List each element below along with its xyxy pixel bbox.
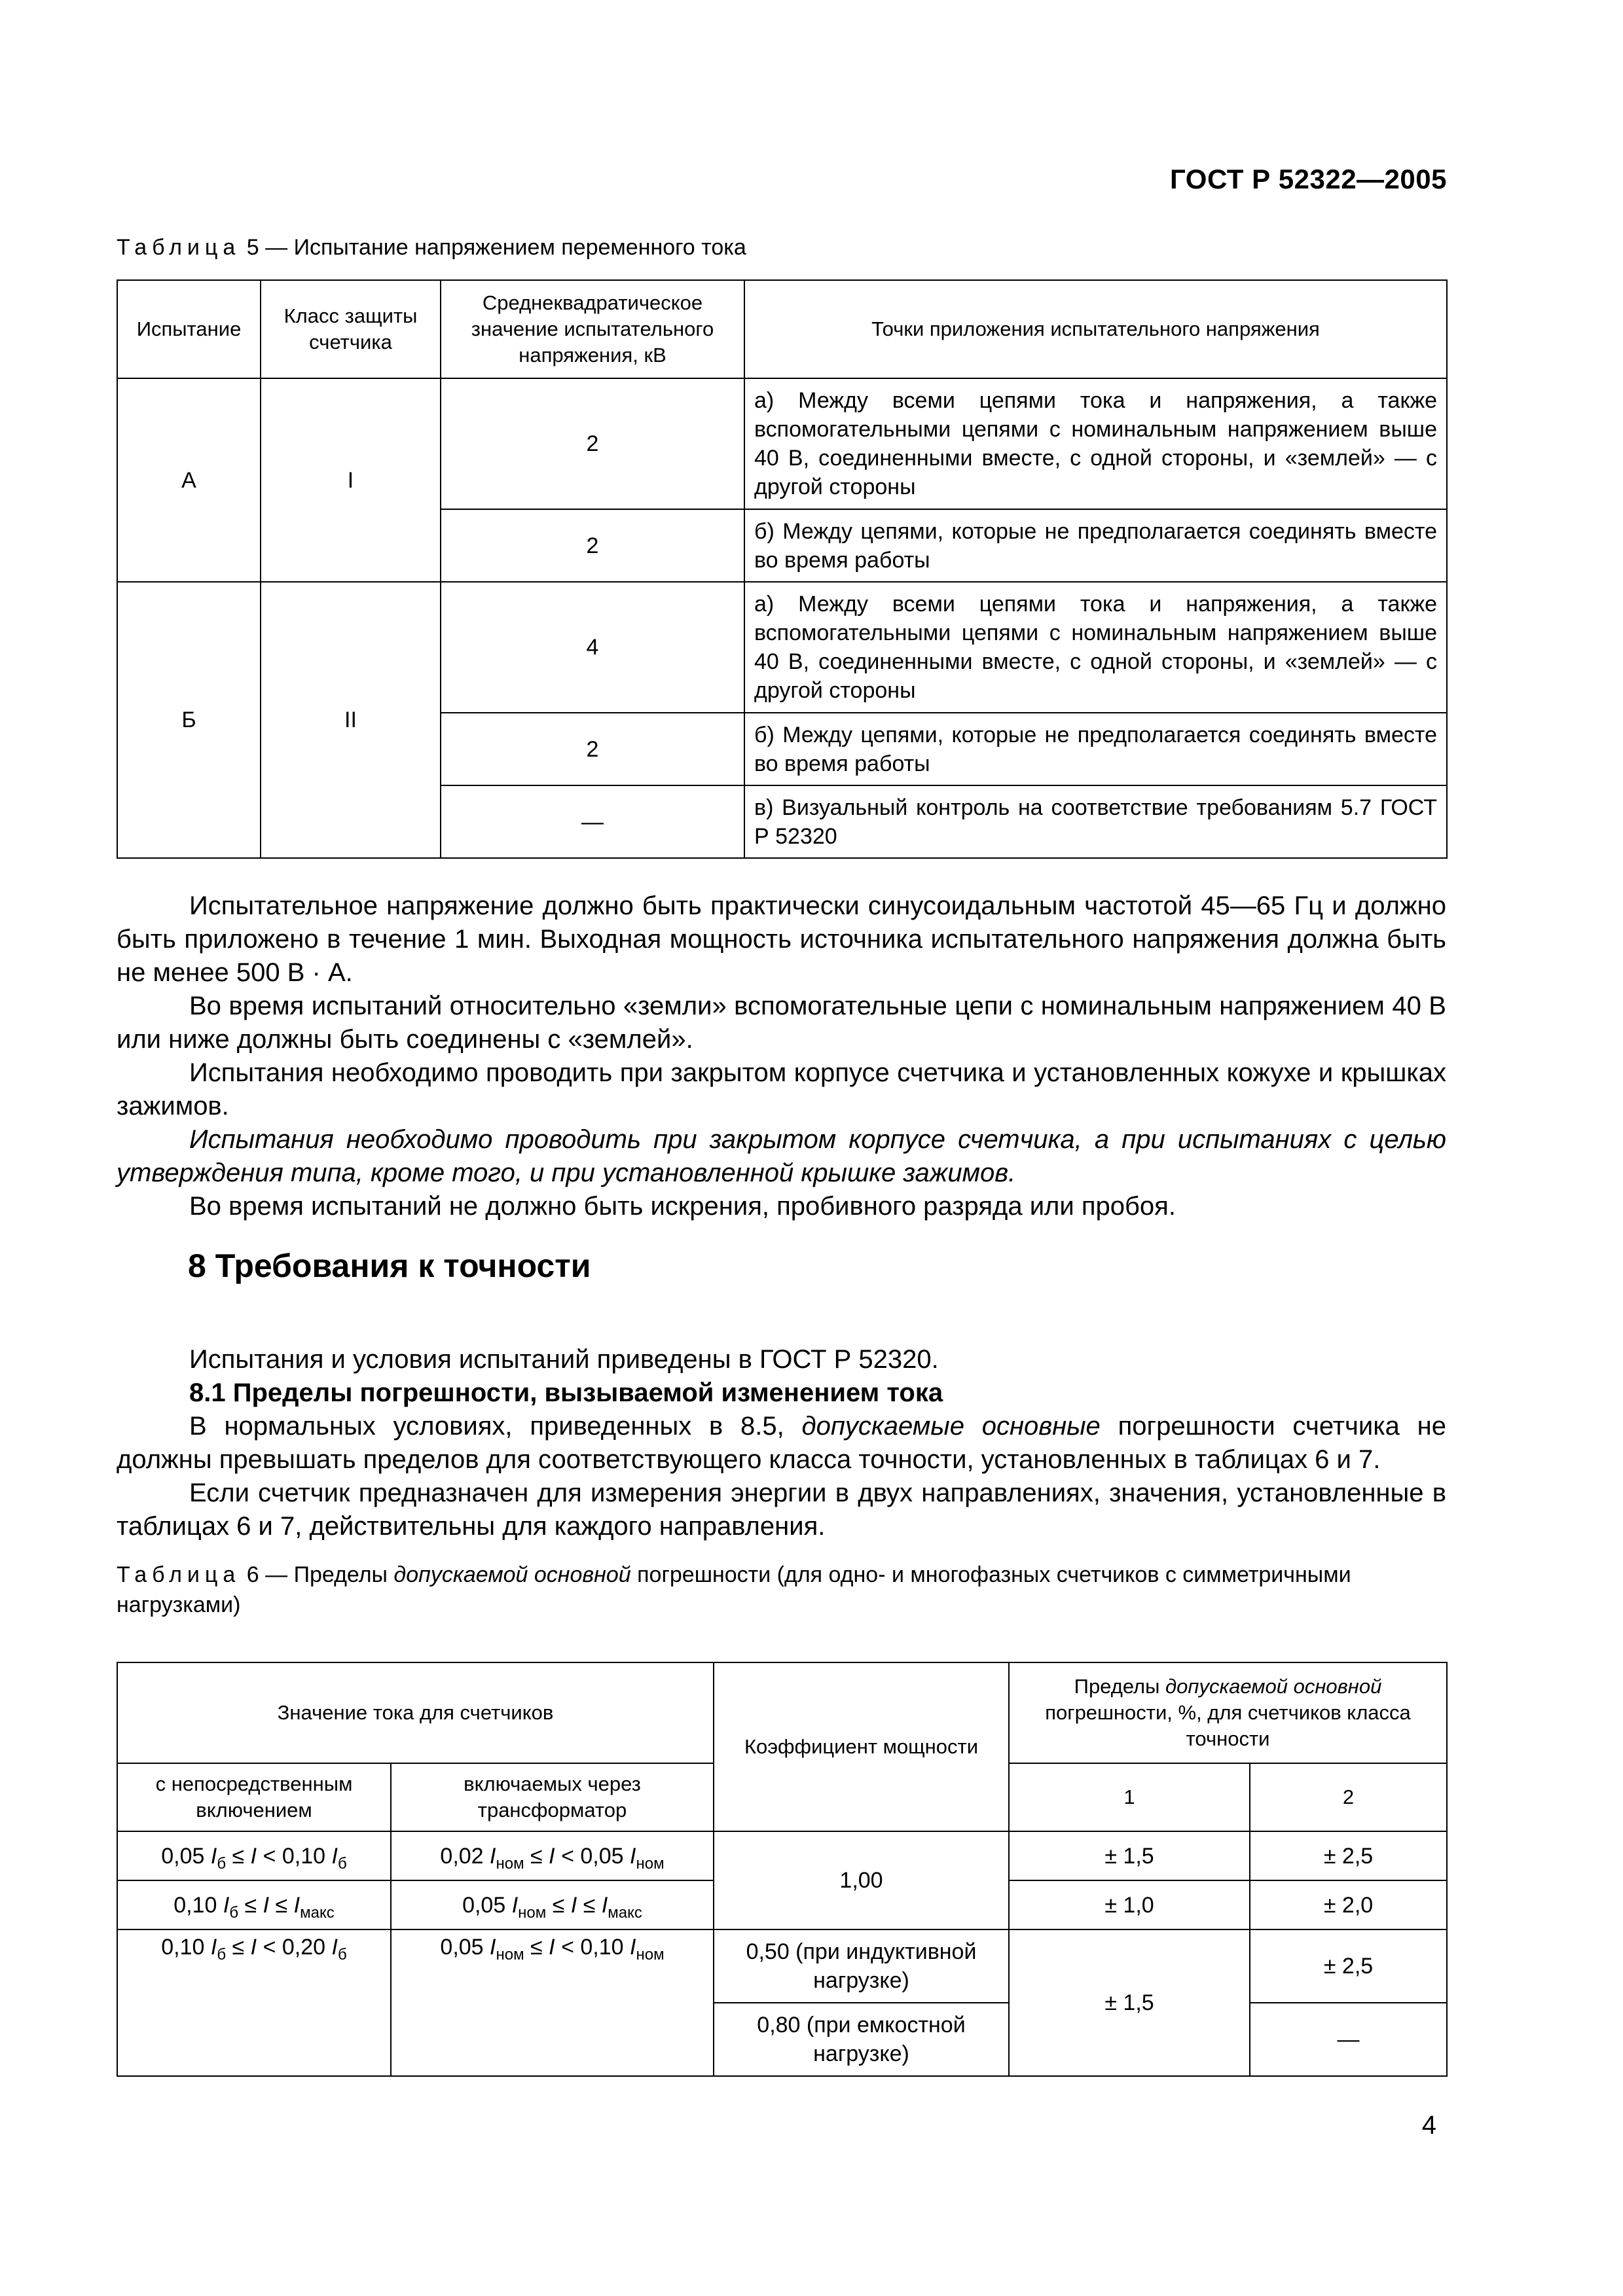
- table-row: [117, 1929, 1447, 2003]
- sym: I: [511, 1892, 519, 1918]
- table5-header-row: [117, 280, 1447, 378]
- sym: I: [250, 1935, 257, 1960]
- table6-caption-text: погрешности (для одно- и многофазных счетчиков с симметричными нагрузками): [117, 1562, 1351, 1617]
- sym: I: [331, 1935, 338, 1960]
- sym: I: [490, 1935, 496, 1960]
- table6-header-row: [117, 1662, 1447, 1763]
- t6-limit-class-2: ± 2,5: [1250, 1929, 1447, 2003]
- t5-voltage: 2: [441, 713, 744, 785]
- paragraph: Испытания и условия испытаний приведены в ГОСТ Р 52320.: [189, 1345, 939, 1374]
- t6-limit-class-1: ± 1,5: [1009, 1831, 1250, 1880]
- page-number: 4: [1421, 2111, 1436, 2140]
- t6-transformer-range: [391, 1929, 714, 2076]
- sym: I: [630, 1843, 636, 1869]
- text-run: погрешности счетчика не должны превышать пределов для соответствующего класса точности, установленных в таблицах 6 и 7.: [117, 1412, 1446, 1474]
- op: <: [555, 1935, 581, 1960]
- text-run-italic: допускаемой основной: [1165, 1675, 1382, 1698]
- num: 0,10: [580, 1935, 624, 1960]
- t5-test-a: А: [117, 378, 261, 582]
- op: ≤: [524, 1935, 549, 1960]
- sub: б: [229, 1903, 239, 1922]
- t5-points: б) Между цепями, которые не предполагается соединять вместе во время работы: [744, 509, 1447, 582]
- sub: ном: [518, 1903, 547, 1922]
- sym: I: [490, 1843, 496, 1869]
- sub: ном: [636, 1945, 665, 1964]
- t6-header-transformer: включаемых через трансформатор: [391, 1763, 714, 1831]
- table6-caption-italic: допускаемой основной: [393, 1562, 631, 1587]
- op: ≤: [226, 1843, 251, 1869]
- text-run: В нормальных условиях, приведенных в 8.5,: [189, 1412, 802, 1441]
- t6-limit-class-2: —: [1250, 2003, 1447, 2076]
- t6-direct-range: [117, 1929, 391, 2076]
- table6-caption-text: 6 — Пределы: [246, 1562, 394, 1587]
- paragraph: Испытательное напряжение должно быть практически синусоидальным частотой 45—65 Гц и должно быть приложено в течение 1 мин. Выходная мощность источника испытательного напряжения должна быть не менее 500 В · А.: [117, 891, 1446, 987]
- sub: б: [337, 1854, 347, 1873]
- t6-header-limits: [1009, 1662, 1447, 1763]
- sym: I: [549, 1935, 555, 1960]
- sym: I: [549, 1843, 555, 1869]
- paragraph-italic: Испытания необходимо проводить при закрытом корпусе счетчика, а при испытаниях с целью утверждения типа, кроме того, и при установленной крышке зажимов.: [117, 1125, 1446, 1187]
- paragraph: Во время испытаний не должно быть искрения, пробивного разряда или пробоя.: [189, 1192, 1176, 1221]
- num: 0,10: [173, 1892, 217, 1918]
- t6-power-factor: 0,50 (при индуктивной нагрузке): [714, 1929, 1009, 2003]
- t5-points: б) Между цепями, которые не предполагается соединять вместе во время работы: [744, 713, 1447, 785]
- t6-limit-class-1: ± 1,0: [1009, 1880, 1250, 1929]
- table5-caption-text: 5 — Испытание напряжением переменного тока: [246, 235, 746, 260]
- sub: макс: [300, 1903, 335, 1922]
- sym: I: [293, 1892, 301, 1918]
- t6-header-power-factor: Коэффициент мощности: [714, 1662, 1009, 1831]
- t5-header-voltage: Среднеквадратическое значение испытательного напряжения, кВ: [441, 280, 744, 378]
- t5-header-test: Испытание: [117, 280, 261, 378]
- sym: I: [570, 1892, 577, 1918]
- op: <: [555, 1843, 581, 1869]
- op: ≤: [226, 1935, 251, 1960]
- table-row: [117, 1831, 1447, 1880]
- num: 0,05: [580, 1843, 624, 1869]
- t6-power-factor: 1,00: [714, 1831, 1009, 1929]
- paragraph: Во время испытаний относительно «земли» вспомогательные цепи с номинальным напряжением 40 В или ниже должны быть соединены с «землей».: [117, 992, 1446, 1054]
- table-row: [117, 582, 1447, 713]
- op: ≤: [524, 1843, 549, 1869]
- paragraph: [117, 1410, 1446, 1477]
- sym: I: [331, 1843, 338, 1869]
- num: 0,10: [282, 1843, 326, 1869]
- paragraph: Испытания необходимо проводить при закрытом корпусе счетчика и установленных кожухе и крышках зажимов.: [117, 1058, 1446, 1121]
- t5-voltage: 2: [441, 378, 744, 509]
- text-run: Пределы: [1074, 1675, 1166, 1698]
- table6: [117, 1662, 1448, 2077]
- sym: I: [210, 1843, 217, 1869]
- num: 0,10: [161, 1935, 205, 1960]
- op: ≤: [546, 1892, 571, 1918]
- t6-header-direct: с непосредственным включением: [117, 1763, 391, 1831]
- sub: ном: [496, 1945, 524, 1964]
- t6-limit-class-2: ± 2,5: [1250, 1831, 1447, 1880]
- table5: [117, 279, 1448, 859]
- text-run-italic: допускаемые основные: [801, 1412, 1101, 1441]
- sub: б: [217, 1945, 227, 1964]
- body-text-block-2: [117, 1343, 1446, 1543]
- paragraph: Если счетчик предназначен для измерения энергии в двух направлениях, значения, установленные в таблицах 6 и 7, действительны для каждого направления.: [117, 1479, 1446, 1541]
- document-id: ГОСТ Р 52322—2005: [1170, 164, 1447, 194]
- subsection-heading: 8.1 Пределы погрешности, вызываемой изменением тока: [189, 1378, 943, 1407]
- t5-test-b: Б: [117, 582, 261, 858]
- sub: ном: [636, 1854, 665, 1873]
- t6-limit-class-1: ± 1,5: [1009, 1929, 1250, 2076]
- t6-header-class-1: 1: [1009, 1763, 1250, 1831]
- num: 0,05: [161, 1843, 205, 1869]
- op: <: [257, 1843, 282, 1869]
- sym: I: [263, 1892, 270, 1918]
- op: ≤: [238, 1892, 263, 1918]
- op: ≤: [577, 1892, 602, 1918]
- t6-direct-range: [117, 1880, 391, 1929]
- t5-header-class: Класс защиты счетчика: [261, 280, 441, 378]
- text-run: погрешности, %, для счетчиков класса точности: [1045, 1701, 1411, 1750]
- t5-voltage: 2: [441, 509, 744, 582]
- t5-points: а) Между всеми цепями тока и напряжения, а также вспомогательными цепями с номинальным напряжением выше 40 В, соединенными вместе, с одной стороны, и «землей» — с другой стороны: [744, 378, 1447, 509]
- sub: ном: [496, 1854, 524, 1873]
- op: ≤: [269, 1892, 294, 1918]
- sub: б: [337, 1945, 347, 1964]
- t5-points: в) Визуальный контроль на соответствие требованиям 5.7 ГОСТ Р 52320: [744, 785, 1447, 858]
- sym: I: [630, 1935, 636, 1960]
- num: 0,02: [440, 1843, 484, 1869]
- t5-voltage: 4: [441, 582, 744, 713]
- table5-caption-label: Таблица: [117, 235, 241, 260]
- num: 0,05: [462, 1892, 506, 1918]
- sub: макс: [608, 1903, 642, 1922]
- section-heading: 8 Требования к точности: [188, 1247, 591, 1284]
- table6-caption-label: Таблица: [117, 1562, 241, 1587]
- t6-direct-range: [117, 1831, 391, 1880]
- t6-header-class-2: 2: [1250, 1763, 1447, 1831]
- sym: I: [601, 1892, 608, 1918]
- sym: I: [223, 1892, 230, 1918]
- t6-header-current: Значение тока для счетчиков: [117, 1662, 714, 1763]
- t5-class-i: I: [261, 378, 441, 582]
- t6-limit-class-2: ± 2,0: [1250, 1880, 1447, 1929]
- body-text-block-1: [117, 889, 1446, 1223]
- sub: б: [217, 1854, 227, 1873]
- t6-power-factor: 0,80 (при емкостной нагрузке): [714, 2003, 1009, 2076]
- table-row: [117, 378, 1447, 509]
- sym: I: [210, 1935, 217, 1960]
- t5-points: а) Между всеми цепями тока и напряжения, а также вспомогательными цепями с номинальным напряжением выше 40 В, соединенными вместе, с одной стороны, и «землей» — с другой стороны: [744, 582, 1447, 713]
- table6-caption: [117, 1560, 1446, 1620]
- t6-transformer-range: [391, 1831, 714, 1880]
- table5-caption: [117, 232, 746, 262]
- num: 0,20: [282, 1935, 326, 1960]
- num: 0,05: [440, 1935, 484, 1960]
- t6-transformer-range: [391, 1880, 714, 1929]
- op: <: [257, 1935, 282, 1960]
- t5-header-points: Точки приложения испытательного напряжения: [744, 280, 1447, 378]
- t5-class-ii: II: [261, 582, 441, 858]
- t5-voltage: —: [441, 785, 744, 858]
- sym: I: [250, 1843, 257, 1869]
